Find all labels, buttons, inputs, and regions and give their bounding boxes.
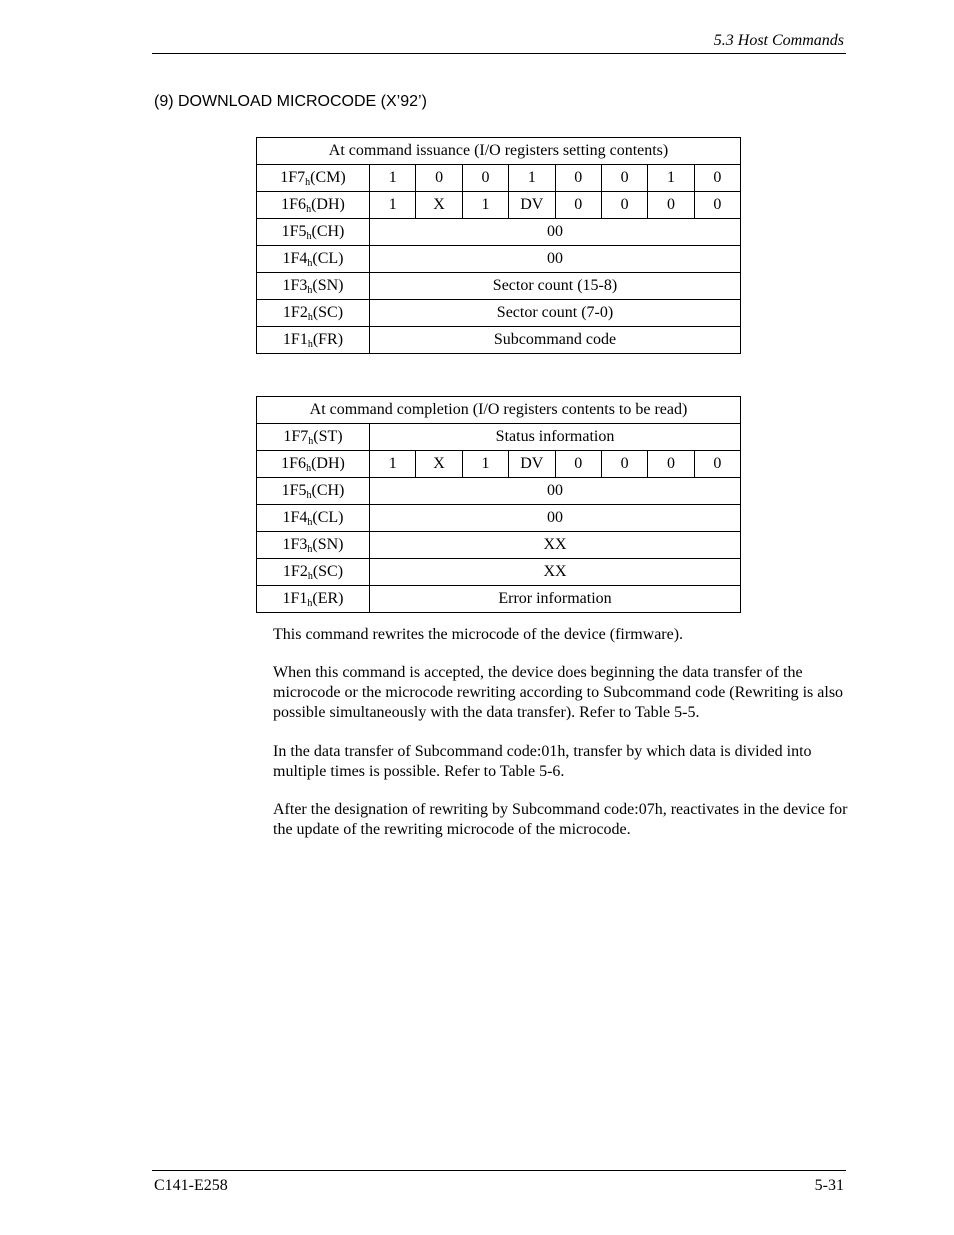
bit-cell: 0 xyxy=(555,192,601,219)
register-label xyxy=(257,327,370,354)
issuance-register-table xyxy=(256,137,741,354)
register-address: 1F1 xyxy=(282,590,308,607)
page-number: 5-31 xyxy=(814,1177,844,1194)
bit-cell: X xyxy=(416,451,462,478)
register-address: 1F3 xyxy=(282,536,308,553)
bit-cell: 0 xyxy=(601,451,647,478)
register-address: 1F6 xyxy=(281,455,307,472)
bit-cell: 0 xyxy=(416,165,462,192)
register-label xyxy=(257,532,370,559)
running-title: 5.3 Host Commands xyxy=(713,32,844,49)
register-label xyxy=(257,165,370,192)
register-row xyxy=(257,192,741,219)
register-subscript: h xyxy=(307,544,313,555)
paragraph-2: When this command is accepted, the device does beginning the data transfer of the microcode or the microcode rewriting according to Subcommand code (Rewriting is also possible simultaneously with the data transfer). Refer to Table 5-5. xyxy=(273,664,844,721)
register-address: 1F2 xyxy=(282,304,308,321)
register-address: 1F1 xyxy=(282,331,308,348)
register-subscript: h xyxy=(307,339,313,350)
register-label xyxy=(257,478,370,505)
register-label xyxy=(257,273,370,300)
bit-cell: 1 xyxy=(370,192,416,219)
register-name: (ER) xyxy=(312,590,344,607)
register-subscript: h xyxy=(307,312,313,323)
section-title: (9) DOWNLOAD MICROCODE (X’92’) xyxy=(154,93,427,110)
bit-cell: 1 xyxy=(509,165,555,192)
table-caption-row xyxy=(257,138,741,165)
register-subscript: h xyxy=(306,490,312,501)
bit-cell: DV xyxy=(509,451,555,478)
register-row xyxy=(257,327,741,354)
register-subscript: h xyxy=(307,258,313,269)
register-row xyxy=(257,273,741,300)
register-label xyxy=(257,451,370,478)
register-subscript: h xyxy=(306,231,312,242)
bit-cell: 1 xyxy=(462,192,508,219)
paragraph-1: This command rewrites the microcode of the device (firmware). xyxy=(273,626,684,643)
register-name: (ST) xyxy=(313,428,343,445)
register-name: (FR) xyxy=(312,331,344,348)
paragraph-3: In the data transfer of Subcommand code:01h, transfer by which data is divided into multiple times is possible. Refer to Table 5-6. xyxy=(273,743,812,780)
register-subscript: h xyxy=(305,177,311,188)
register-subscript: h xyxy=(307,517,313,528)
register-name: (DH) xyxy=(311,455,345,472)
register-name: (CL) xyxy=(312,509,344,526)
register-name: (CH) xyxy=(311,223,345,240)
register-label xyxy=(257,505,370,532)
register-address: 1F6 xyxy=(281,196,307,213)
register-row xyxy=(257,559,741,586)
register-value: 00 xyxy=(370,219,741,246)
table-caption: At command completion (I/O registers contents to be read) xyxy=(257,397,741,424)
register-label xyxy=(257,219,370,246)
register-row xyxy=(257,478,741,505)
register-value: 00 xyxy=(370,505,741,532)
register-row xyxy=(257,165,741,192)
register-value: Error information xyxy=(370,586,741,613)
register-address: 1F4 xyxy=(282,250,308,267)
bit-cell: 0 xyxy=(601,192,647,219)
register-address: 1F3 xyxy=(282,277,308,294)
bit-cell: 0 xyxy=(555,451,601,478)
register-label xyxy=(257,300,370,327)
register-value: XX xyxy=(370,559,741,586)
register-name: (CH) xyxy=(311,482,345,499)
register-subscript: h xyxy=(306,463,312,474)
bit-cell: 0 xyxy=(555,165,601,192)
bit-cell: 1 xyxy=(462,451,508,478)
table-caption: At command issuance (I/O registers setting contents) xyxy=(257,138,741,165)
register-value: Sector count (15-8) xyxy=(370,273,741,300)
register-name: (SN) xyxy=(312,536,344,553)
bit-cell: 0 xyxy=(601,165,647,192)
register-subscript: h xyxy=(307,571,313,582)
register-label xyxy=(257,192,370,219)
register-value: Status information xyxy=(370,424,741,451)
register-name: (SC) xyxy=(312,563,344,580)
bit-cell: 1 xyxy=(370,451,416,478)
register-subscript: h xyxy=(306,204,312,215)
register-row xyxy=(257,424,741,451)
page-footer xyxy=(152,1170,846,1197)
register-row xyxy=(257,451,741,478)
register-name: (SC) xyxy=(312,304,344,321)
register-label xyxy=(257,424,370,451)
bit-cell: 1 xyxy=(648,165,694,192)
completion-register-table xyxy=(256,396,741,613)
register-row xyxy=(257,586,741,613)
register-value: 00 xyxy=(370,246,741,273)
register-address: 1F2 xyxy=(282,563,308,580)
register-value: Sector count (7-0) xyxy=(370,300,741,327)
register-address: 1F7 xyxy=(280,169,306,186)
register-subscript: h xyxy=(308,436,314,447)
register-address: 1F5 xyxy=(281,223,307,240)
register-row xyxy=(257,300,741,327)
bit-cell: 0 xyxy=(694,165,740,192)
register-subscript: h xyxy=(307,285,313,296)
bit-cell: X xyxy=(416,192,462,219)
register-label xyxy=(257,586,370,613)
register-value: XX xyxy=(370,532,741,559)
register-value: Subcommand code xyxy=(370,327,741,354)
register-address: 1F5 xyxy=(281,482,307,499)
bit-cell: 0 xyxy=(462,165,508,192)
register-row xyxy=(257,219,741,246)
register-row xyxy=(257,505,741,532)
bit-cell: 0 xyxy=(648,451,694,478)
bit-cell: 0 xyxy=(648,192,694,219)
register-name: (SN) xyxy=(312,277,344,294)
register-name: (DH) xyxy=(311,196,345,213)
document-id: C141-E258 xyxy=(154,1177,228,1194)
bit-cell: 0 xyxy=(694,451,740,478)
register-subscript: h xyxy=(307,598,313,609)
register-label xyxy=(257,246,370,273)
register-label xyxy=(257,559,370,586)
bit-cell: 1 xyxy=(370,165,416,192)
register-row xyxy=(257,532,741,559)
bit-cell: 0 xyxy=(694,192,740,219)
register-name: (CM) xyxy=(310,169,346,186)
paragraph-4: After the designation of rewriting by Subcommand code:07h, reactivates in the device for the update of the rewriting microcode of the microcode. xyxy=(273,801,848,838)
table-caption-row xyxy=(257,397,741,424)
register-value: 00 xyxy=(370,478,741,505)
register-name: (CL) xyxy=(312,250,344,267)
bit-cell: DV xyxy=(509,192,555,219)
register-address: 1F4 xyxy=(282,509,308,526)
register-row xyxy=(257,246,741,273)
register-address: 1F7 xyxy=(283,428,309,445)
page-header xyxy=(152,32,846,54)
